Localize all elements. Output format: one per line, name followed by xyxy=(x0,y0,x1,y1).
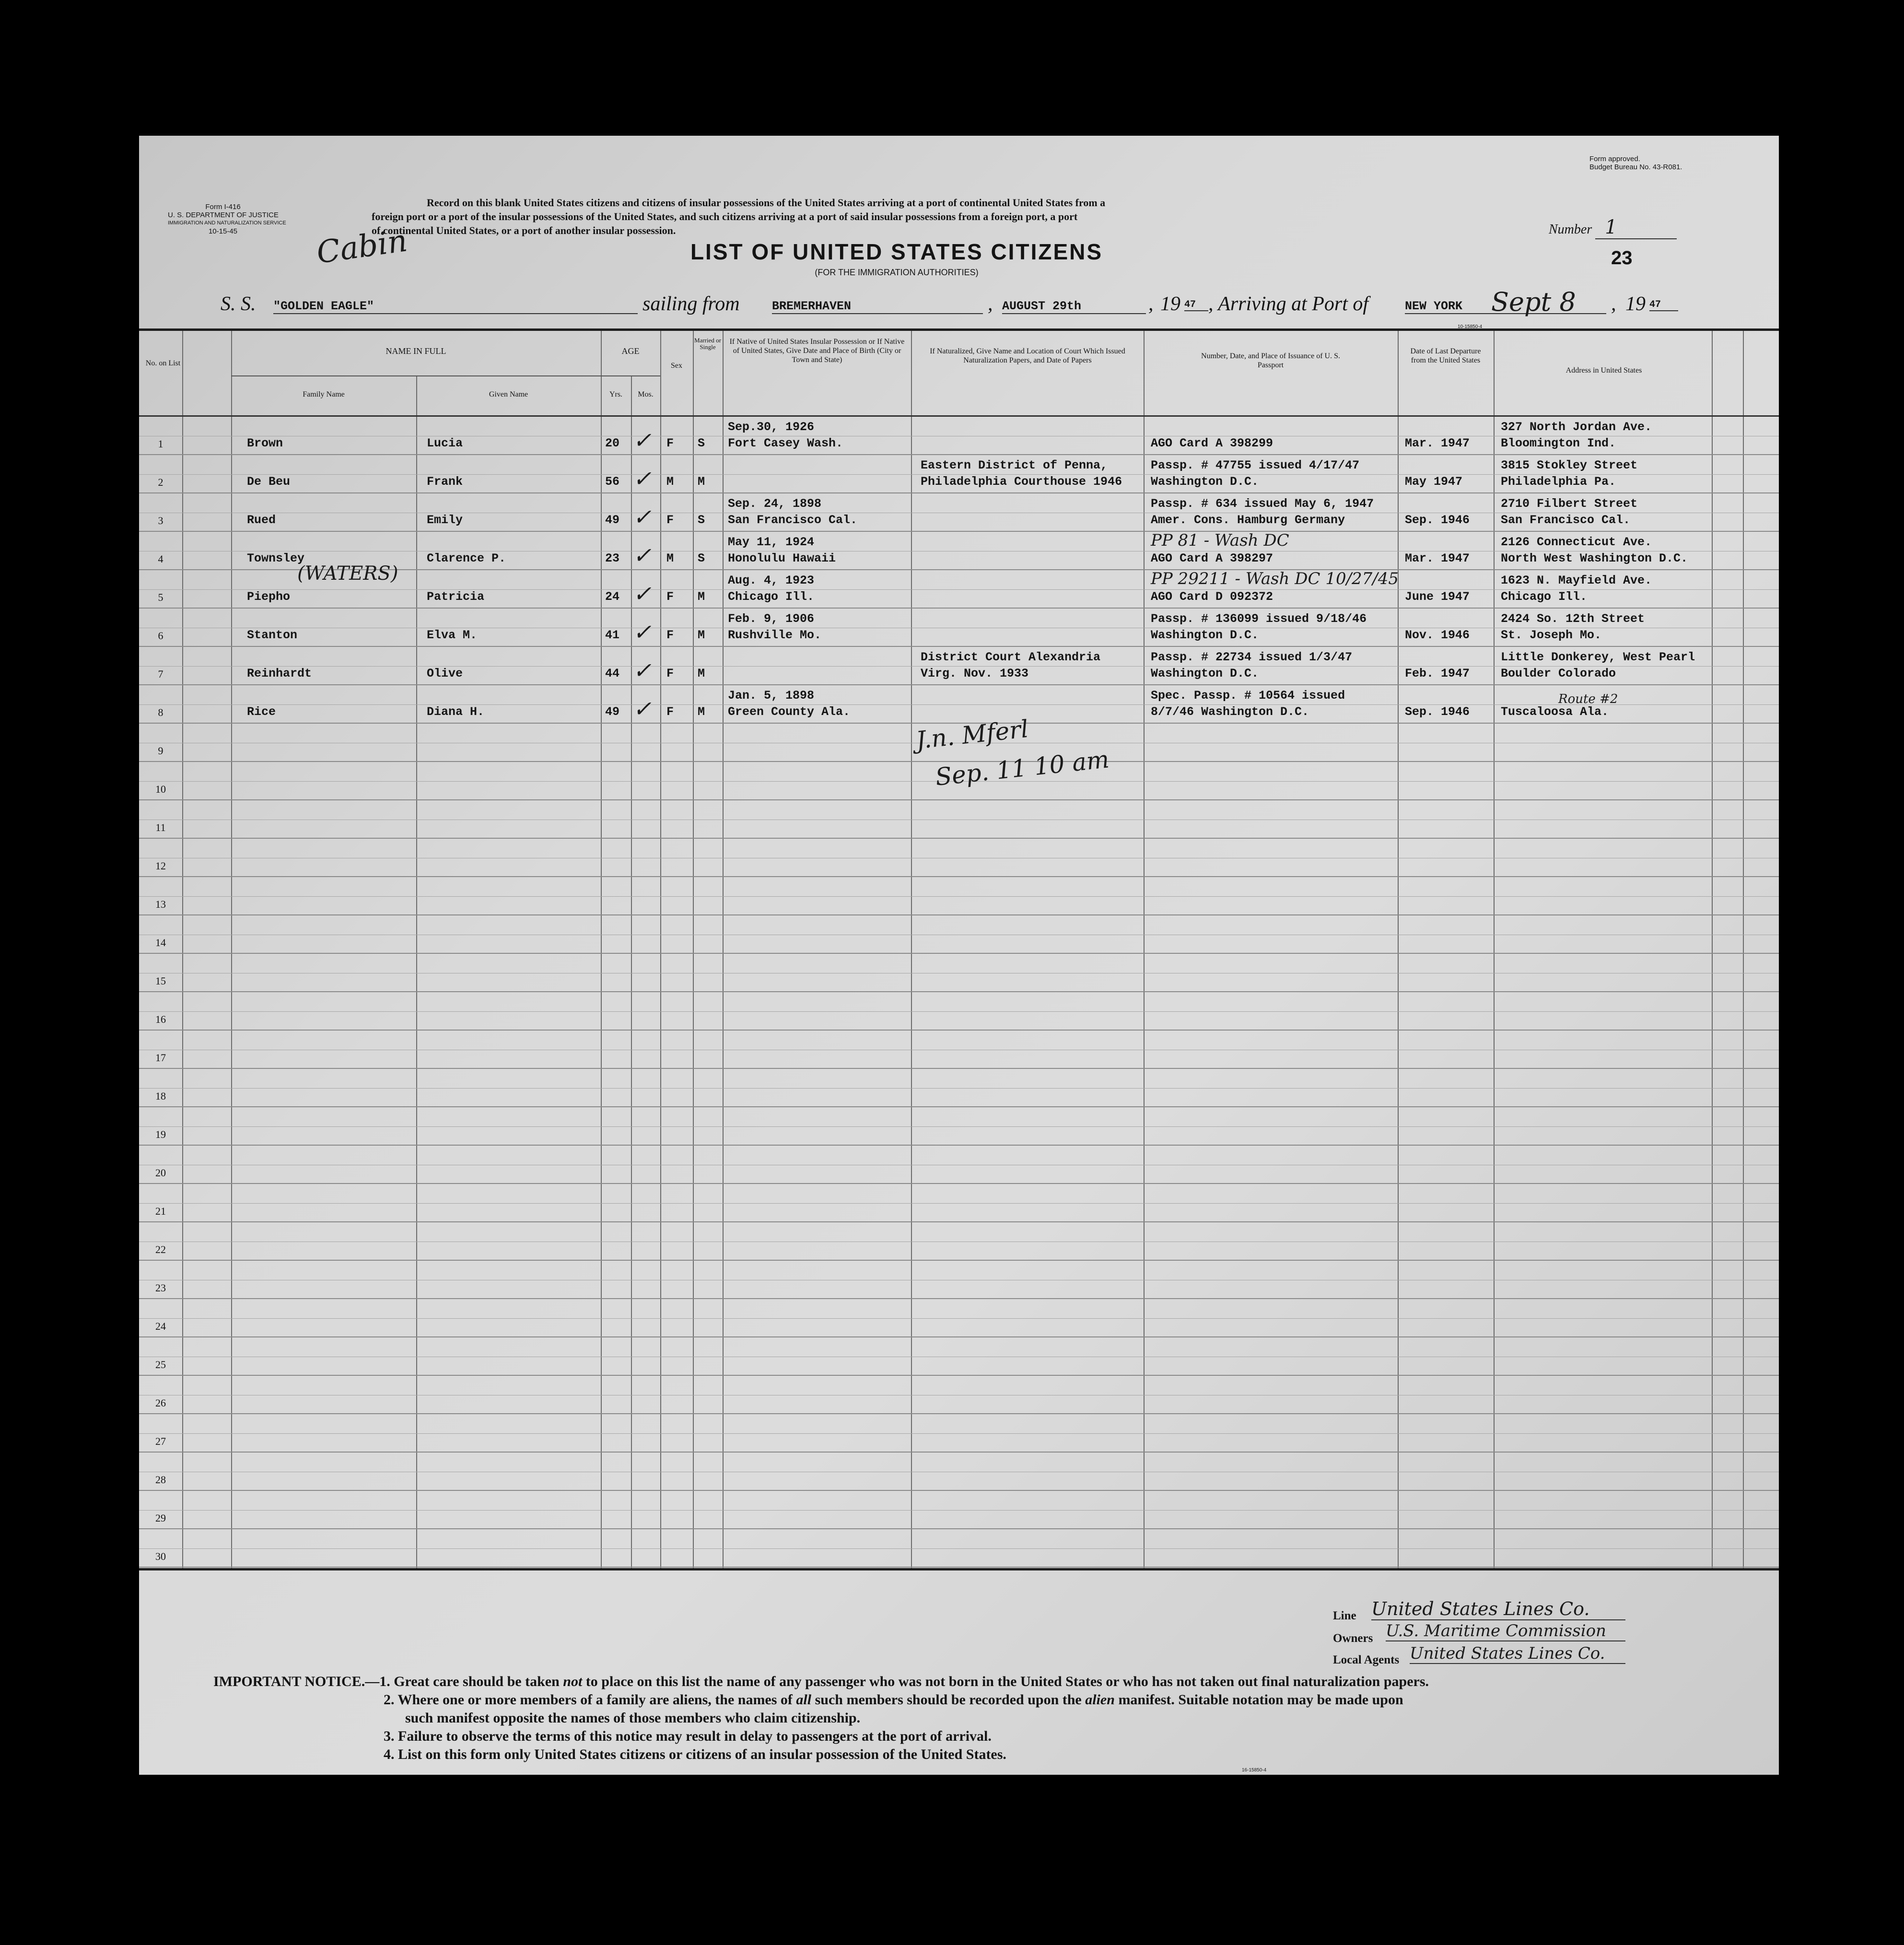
sex: M xyxy=(666,551,674,565)
age-years: 49 xyxy=(605,513,620,527)
family-name: Rice xyxy=(247,705,276,719)
notice-emphasis: alien xyxy=(1085,1692,1115,1708)
page-title: LIST OF UNITED STATES CITIZENS xyxy=(690,239,1103,264)
checkmark-icon: ✓ xyxy=(633,466,652,492)
naturalization-court: District Court Alexandria xyxy=(921,650,1101,664)
last-departure: Mar. 1947 xyxy=(1405,436,1470,450)
passport-line-1: PP 81 - Wash DC xyxy=(1151,531,1289,550)
row-number: 16 xyxy=(155,1013,166,1025)
row-sub-rule xyxy=(139,1011,1779,1012)
address-line-2: St. Joseph Mo. xyxy=(1501,628,1602,642)
column-divider xyxy=(1398,331,1399,1568)
last-departure: Mar. 1947 xyxy=(1405,551,1470,565)
row-number: 28 xyxy=(155,1474,166,1486)
passport-line-2: AGO Card A 398297 xyxy=(1151,551,1273,565)
row-number: 23 xyxy=(155,1282,166,1294)
row-number: 20 xyxy=(155,1167,166,1179)
row-rule xyxy=(139,1260,1779,1261)
birth-place: Green County Ala. xyxy=(728,705,851,719)
birth-date: Feb. 9, 1906 xyxy=(728,612,815,626)
sex: F xyxy=(666,667,674,680)
given-name: Lucia xyxy=(427,436,463,450)
inspector-signature-line-2: Sep. 11 10 am xyxy=(934,745,1110,791)
waters-annotation: (WATERS) xyxy=(297,562,398,585)
address-line-2: North West Washington D.C. xyxy=(1501,551,1688,565)
row-rule xyxy=(139,1490,1779,1491)
row-number: 26 xyxy=(155,1397,166,1409)
port-to: NEW YORK xyxy=(1405,299,1606,314)
col-header-no: No. on List xyxy=(145,359,181,367)
birth-date: Aug. 4, 1923 xyxy=(728,574,815,587)
address-line-1: 2424 So. 12th Street xyxy=(1501,612,1645,626)
row-sub-rule xyxy=(139,1126,1779,1127)
birth-date: May 11, 1924 xyxy=(728,535,815,549)
column-divider xyxy=(660,331,661,1568)
address-line-2: Bloomington Ind. xyxy=(1501,436,1616,450)
col-header-yrs: Yrs. xyxy=(609,390,623,398)
family-name: Rued xyxy=(247,513,276,527)
family-name: Townsley xyxy=(247,551,305,565)
last-departure: Sep. 1946 xyxy=(1405,705,1470,719)
family-name: Stanton xyxy=(247,628,298,642)
address-line-1: Little Donkerey, West Pearl xyxy=(1501,650,1695,664)
birth-place: Honolulu Hawaii xyxy=(728,551,836,565)
notice-text: manifest. Suitable notation may be made upon xyxy=(1114,1692,1403,1708)
row-number: 5 xyxy=(158,591,164,603)
col-header-passport: Number, Date, and Place of Issuance of U. S. Passport xyxy=(1201,352,1340,369)
family-name: De Beu xyxy=(247,475,291,489)
column-divider xyxy=(911,331,912,1568)
marital-status: M xyxy=(698,628,705,642)
column-divider xyxy=(601,331,602,1568)
row-number: 15 xyxy=(155,975,166,987)
date-to: Sept 8 xyxy=(1491,287,1576,317)
checkmark-icon: ✓ xyxy=(633,696,652,722)
owners-label: Owners xyxy=(1333,1632,1373,1645)
row-rule xyxy=(139,838,1779,839)
passport-line-2: 8/7/46 Washington D.C. xyxy=(1151,705,1309,719)
notice-num: 1. xyxy=(379,1674,390,1689)
notice-item-2-cont: such manifest opposite the names of those members who claim citizenship. xyxy=(405,1710,861,1726)
birth-date: Jan. 5, 1898 xyxy=(728,689,815,703)
row-rule xyxy=(139,1336,1779,1337)
comma-separator: , xyxy=(988,293,993,315)
passport-line-1: Passp. # 634 issued May 6, 1947 xyxy=(1151,497,1374,511)
agents-value: United States Lines Co. xyxy=(1410,1644,1625,1664)
line-value: United States Lines Co. xyxy=(1371,1598,1625,1620)
row-rule xyxy=(139,1030,1779,1031)
record-line-1: Record on this blank United States citizens and citizens of insular possessions of the United States arriving at a port of continental United States from a xyxy=(427,197,1106,209)
passport-line-2: Washington D.C. xyxy=(1151,628,1259,642)
passport-line-1: Passp. # 136099 issued 9/18/46 xyxy=(1151,612,1367,626)
col-header-given: Given Name xyxy=(489,390,528,398)
row-number: 4 xyxy=(158,553,164,565)
row-rule xyxy=(139,492,1779,493)
manifest-sheet xyxy=(139,136,1779,1775)
passport-line-2: AGO Card D 092372 xyxy=(1151,590,1273,604)
record-line-2: foreign port or a port of the insular possessions of the United States, and such citizens arriving at a port of said insular possessions from a foreign port, a port xyxy=(372,211,1078,223)
checkmark-icon: ✓ xyxy=(633,542,652,568)
address-line-2: Philadelphia Pa. xyxy=(1501,475,1616,489)
year-from: 47 xyxy=(1184,299,1208,311)
row-sub-rule xyxy=(139,1510,1779,1511)
row-sub-rule xyxy=(139,896,1779,897)
col-header-native: If Native of United States Insular Possession or If Native of United States, Give Date and Place of Birth (City or Town and State) xyxy=(729,338,905,364)
voyage-line xyxy=(221,287,1731,321)
notice-num: 2. xyxy=(384,1692,395,1708)
notice-text: Great care should be taken xyxy=(394,1674,563,1689)
address-line-1: 2126 Connecticut Ave. xyxy=(1501,535,1652,549)
budget-bureau-line: Budget Bureau No. 43-R081. xyxy=(1589,163,1682,171)
address-line-1: 2710 Filbert Street xyxy=(1501,497,1638,511)
page-subtitle: (FOR THE IMMIGRATION AUTHORITIES) xyxy=(815,268,979,277)
row-rule xyxy=(139,1413,1779,1414)
col-header-family: Family Name xyxy=(303,390,345,398)
row-number: 18 xyxy=(155,1090,166,1102)
row-rule xyxy=(139,454,1779,455)
arriving-label: , Arriving at Port of xyxy=(1208,293,1369,315)
col-header-name-in-full: NAME IN FULL xyxy=(385,346,446,356)
row-number: 6 xyxy=(158,630,164,642)
number-value: 1 xyxy=(1595,216,1677,239)
notice-text: such members should be recorded upon the xyxy=(811,1692,1086,1708)
passport-line-2: Washington D.C. xyxy=(1151,667,1259,680)
family-name: Brown xyxy=(247,436,283,450)
notice-text: to place on this list the name of any passenger who was not born in the United States or who has not taken out final naturalization papers. xyxy=(582,1674,1429,1689)
column-divider xyxy=(182,331,183,1568)
row-rule xyxy=(139,1183,1779,1184)
passport-line-1: Passp. # 22734 issued 1/3/47 xyxy=(1151,650,1353,664)
naturalization-detail: Virg. Nov. 1933 xyxy=(921,667,1029,680)
row-sub-rule xyxy=(139,1088,1779,1089)
row-rule xyxy=(139,608,1779,609)
row-rule xyxy=(139,1375,1779,1376)
row-sub-rule xyxy=(139,1433,1779,1434)
given-name: Clarence P. xyxy=(427,551,506,565)
column-divider xyxy=(723,331,724,1568)
inspector-signature-line-1: J.n. Mferl xyxy=(914,715,1030,755)
row-number: 30 xyxy=(155,1550,166,1562)
service: IMMIGRATION AND NATURALIZATION SERVICE xyxy=(168,220,286,226)
row-number: 7 xyxy=(158,668,164,680)
column-divider xyxy=(1494,331,1495,1568)
class-note: Cabin xyxy=(314,223,410,271)
row-number: 9 xyxy=(158,745,164,757)
address-line-2: Boulder Colorado xyxy=(1501,667,1616,680)
row-number: 25 xyxy=(155,1359,166,1371)
marital-status: M xyxy=(698,590,705,604)
row-number: 11 xyxy=(155,821,166,833)
age-years: 49 xyxy=(605,705,620,719)
checkmark-icon: ✓ xyxy=(633,581,652,607)
revision: 10-15-45 xyxy=(208,227,238,235)
list-number xyxy=(1549,216,1677,239)
checkmark-icon: ✓ xyxy=(633,504,652,530)
row-number: 14 xyxy=(155,937,166,949)
column-divider xyxy=(416,375,417,1568)
row-rule xyxy=(139,646,1779,647)
row-rule xyxy=(139,684,1779,685)
row-sub-rule xyxy=(139,1318,1779,1319)
row-rule xyxy=(139,1452,1779,1453)
form-id: Form I-416 xyxy=(205,203,241,211)
row-rule xyxy=(139,914,1779,915)
row-number: 24 xyxy=(155,1320,166,1332)
row-rule xyxy=(139,531,1779,532)
port-from: BREMERHAVEN xyxy=(772,299,983,314)
address-line-1: 3815 Stokley Street xyxy=(1501,458,1638,472)
notice-num: 4. xyxy=(384,1746,395,1762)
passport-line-2: Washington D.C. xyxy=(1151,475,1259,489)
row-rule xyxy=(139,953,1779,954)
sex: F xyxy=(666,628,674,642)
col-header-mos: Mos. xyxy=(638,390,654,398)
sex: F xyxy=(666,513,674,527)
row-number: 22 xyxy=(155,1243,166,1255)
notice-item-3 xyxy=(213,1727,1429,1746)
line-label: Line xyxy=(1333,1609,1356,1622)
column-divider xyxy=(631,375,632,1568)
col-header-departure: Date of Last Departure from the United States xyxy=(1410,347,1481,364)
sex: F xyxy=(666,436,674,450)
passport-line-1: Passp. # 47755 issued 4/17/47 xyxy=(1151,458,1360,472)
birth-date: Sep. 24, 1898 xyxy=(728,497,822,511)
age-years: 56 xyxy=(605,475,620,489)
row-number: 21 xyxy=(155,1205,166,1217)
given-name: Emily xyxy=(427,513,463,527)
ss-label: S. S. xyxy=(221,293,256,315)
comma-separator: , xyxy=(1148,293,1154,315)
age-years: 41 xyxy=(605,628,620,642)
passport-line-2: AGO Card A 398299 xyxy=(1151,436,1273,450)
sex: F xyxy=(666,705,674,719)
notice-text: Failure to observe the terms of this notice may result in delay to passengers at the port of arrival. xyxy=(398,1728,992,1744)
col-header-naturalized: If Naturalized, Give Name and Location of Court Which Issued Naturalization Papers, and Date of Papers xyxy=(930,347,1125,364)
birth-place: San Francisco Cal. xyxy=(728,513,858,527)
column-divider xyxy=(1712,331,1713,1568)
row-number: 1 xyxy=(158,438,164,450)
row-number: 12 xyxy=(155,860,166,872)
marital-status: M xyxy=(698,705,705,719)
year-prefix: 19 xyxy=(1160,293,1180,315)
age-years: 24 xyxy=(605,590,620,604)
notice-item-2 xyxy=(213,1691,1429,1709)
notice-item-4 xyxy=(213,1746,1429,1764)
agents-label: Local Agents xyxy=(1333,1653,1400,1666)
given-name: Elva M. xyxy=(427,628,478,642)
address-line-2: Tuscaloosa Ala. xyxy=(1501,705,1609,719)
given-name: Frank xyxy=(427,475,463,489)
sex: M xyxy=(666,475,674,489)
last-departure: May 1947 xyxy=(1405,475,1463,489)
marital-status: M xyxy=(698,475,705,489)
col-header-address: Address in United States xyxy=(1565,366,1642,375)
marital-status: S xyxy=(698,513,705,527)
number-label: Number xyxy=(1549,222,1592,237)
family-name: Piepho xyxy=(247,590,291,604)
date-from: AUGUST 29th xyxy=(1002,299,1146,314)
row-number: 13 xyxy=(155,898,166,910)
row-number: 19 xyxy=(155,1128,166,1140)
col-header-married: Married or Single xyxy=(694,337,721,351)
column-divider xyxy=(231,331,232,1568)
row-rule xyxy=(139,991,1779,992)
record-line-3: of continental United States, or a port of another insular possession. xyxy=(372,224,676,236)
last-departure: Nov. 1946 xyxy=(1405,628,1470,642)
notice-text: Where one or more members of a family are aliens, the names of xyxy=(397,1692,796,1708)
ship-name: "GOLDEN EAGLE" xyxy=(273,299,638,314)
row-number: 17 xyxy=(155,1052,166,1064)
comma-separator: , xyxy=(1611,293,1616,315)
address-note: Route #2 xyxy=(1558,692,1618,706)
table-top-rule xyxy=(139,328,1779,331)
row-rule xyxy=(139,1221,1779,1222)
row-rule xyxy=(139,1298,1779,1299)
header-sub-rule xyxy=(231,375,660,376)
row-rule xyxy=(139,1528,1779,1529)
birth-place: Fort Casey Wash. xyxy=(728,436,843,450)
notice-text: List on this form only United States citizens or citizens of an insular possession of the United States. xyxy=(398,1746,1006,1762)
birth-place: Chicago Ill. xyxy=(728,590,815,604)
footer-print-code: 16-15850-4 xyxy=(1242,1768,1267,1773)
row-rule xyxy=(139,1068,1779,1069)
col-header-age: AGE xyxy=(621,346,640,356)
column-divider xyxy=(1144,331,1145,1568)
row-rule xyxy=(139,799,1779,800)
row-rule xyxy=(139,1145,1779,1146)
col-header-sex: Sex xyxy=(671,362,682,370)
address-line-2: San Francisco Cal. xyxy=(1501,513,1631,527)
given-name: Diana H. xyxy=(427,705,485,719)
row-number: 8 xyxy=(158,706,164,718)
age-years: 44 xyxy=(605,667,620,680)
department: U. S. DEPARTMENT OF JUSTICE xyxy=(168,211,279,219)
sailing-label: sailing from xyxy=(642,293,740,315)
given-name: Olive xyxy=(427,667,463,680)
notice-emphasis: not xyxy=(563,1674,583,1689)
birth-date: Sep.30, 1926 xyxy=(728,420,815,434)
notice-item-1 xyxy=(213,1673,1429,1691)
row-rule xyxy=(139,876,1779,877)
last-departure: Feb. 1947 xyxy=(1405,667,1470,680)
year-to: 47 xyxy=(1649,299,1678,311)
last-departure: Sep. 1946 xyxy=(1405,513,1470,527)
checkmark-icon: ✓ xyxy=(633,619,652,645)
owners-value: U.S. Maritime Commission xyxy=(1386,1621,1625,1641)
approval-line: Form approved. xyxy=(1589,155,1640,163)
row-sub-rule xyxy=(139,1548,1779,1549)
checkmark-icon: ✓ xyxy=(633,427,652,453)
sex: F xyxy=(666,590,674,604)
row-number: 10 xyxy=(155,783,166,795)
table-bottom-rule xyxy=(139,1568,1779,1570)
marital-status: M xyxy=(698,667,705,680)
notice-emphasis: all xyxy=(796,1692,812,1708)
birth-place: Rushville Mo. xyxy=(728,628,822,642)
notice-label: IMPORTANT NOTICE.— xyxy=(213,1674,380,1689)
age-years: 20 xyxy=(605,436,620,450)
column-divider xyxy=(693,331,694,1568)
marital-status: S xyxy=(698,551,705,565)
notice-num: 3. xyxy=(384,1728,395,1744)
checkmark-icon: ✓ xyxy=(633,657,652,683)
row-rule xyxy=(139,1106,1779,1107)
given-name: Patricia xyxy=(427,590,485,604)
page-number: 23 xyxy=(1611,247,1633,269)
row-number: 3 xyxy=(158,515,164,527)
passport-line-2: Amer. Cons. Hamburg Germany xyxy=(1151,513,1345,527)
print-code: 10-15850-4 xyxy=(1458,324,1483,329)
row-sub-rule xyxy=(139,1203,1779,1204)
row-number: 2 xyxy=(158,476,164,488)
important-notice xyxy=(213,1673,1429,1764)
address-line-2: Chicago Ill. xyxy=(1501,590,1588,604)
year-prefix-to: 19 xyxy=(1625,293,1646,315)
approval-block xyxy=(1589,155,1719,171)
row-rule xyxy=(139,1567,1779,1568)
row-number: 27 xyxy=(155,1435,166,1447)
last-departure: June 1947 xyxy=(1405,590,1470,604)
form-id-block xyxy=(168,203,286,235)
age-years: 23 xyxy=(605,551,620,565)
row-number: 29 xyxy=(155,1512,166,1524)
passport-line-1: PP 29211 - Wash DC 10/27/45 xyxy=(1151,569,1399,588)
address-line-1: 327 North Jordan Ave. xyxy=(1501,420,1652,434)
passport-line-1: Spec. Passp. # 10564 issued xyxy=(1151,689,1345,703)
header-bottom-rule xyxy=(139,415,1779,417)
address-line-1: 1623 N. Mayfield Ave. xyxy=(1501,574,1652,587)
naturalization-court: Eastern District of Penna, xyxy=(921,458,1108,472)
marital-status: S xyxy=(698,436,705,450)
record-instructions xyxy=(372,196,1106,237)
naturalization-detail: Philadelphia Courthouse 1946 xyxy=(921,475,1122,489)
column-divider xyxy=(1743,331,1744,1568)
family-name: Reinhardt xyxy=(247,667,312,680)
